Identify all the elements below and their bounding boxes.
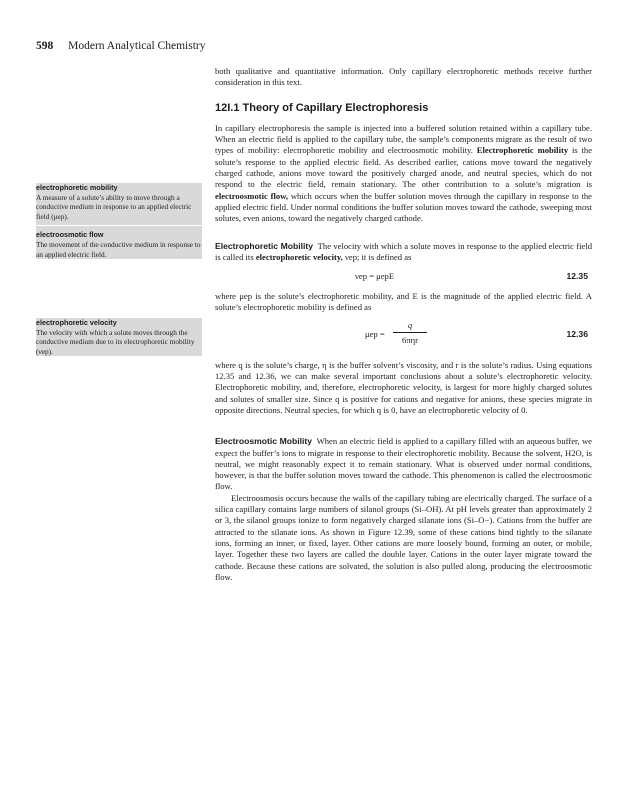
text-run: In capillary electrophoresis the sample is injected into a buffered solution retained within a capillary tube. When an electric field is applied to the capillary tube, the sample’s components migrate as the result of two types of mobility: electrophoretic mobility and electroosmotic mobility. — [215, 122, 592, 156]
paragraph-after-eq2: where q is the solute’s charge, η is the buffer solvent’s viscosity, and r is the solute’s radius. Using equations 12.35 and 12.36, we can make several important conclusions about a solute’s electrophoretic velocity. Electrophoretic mobility, and, therefore, electrophoretic velocity, is largest for more highly charged solutes and solutes of smaller size. Since q is positive for cations and negative for anions, these species migrate in opposite directions. Neutral species, for which q is 0, have an electrophoretic velocity of 0. — [215, 359, 592, 415]
term-bold: Electrophoretic mobility — [476, 145, 569, 156]
paragraph-electroosmotic-mobility — [215, 436, 592, 492]
equation-12-36 — [215, 320, 592, 352]
margin-note-term: electrophoretic velocity — [36, 318, 117, 327]
subheading: Electrophoretic Mobility — [215, 240, 314, 251]
paragraph-electroosmosis: Electroosmosis occurs because the walls of the capillary tubing are electrically charged. The surface of a silica capillary contains large numbers of silanol groups (Si–OH). At pH levels greater than approximately 2 or 3, the silanol groups ionize to form negatively charged silanate ions (Si–O−). Cations from the buffer are attracted to the silanate ions. As shown in Figure 12.39, some of these cations bind tightly to the silanate ions, forming an inner, or fixed, layer. Other cations are more loosely bound, forming an outer, or mobile, layer. Together these two layers are called the double layer. Cations in the outer layer migrate toward the cathode. Because these cations are solvated, the solution is also pulled along, producing the electroosmotic flow. — [215, 492, 592, 582]
margin-note-2 — [36, 318, 202, 356]
margin-note-definition: A measure of a solute’s ability to move through a conductive medium in response to an applied electric field (μep). — [36, 192, 192, 221]
equation-fraction — [393, 320, 427, 347]
page-number: 598 — [36, 40, 54, 52]
equation-number: 12.36 — [566, 328, 588, 339]
equation-expression: νep = μepE — [355, 271, 395, 282]
paragraph-electrophoretic-mobility — [215, 241, 592, 264]
running-title: Modern Analytical Chemistry — [68, 40, 206, 52]
equation-number: 12.35 — [566, 271, 588, 282]
margin-note-definition: The movement of the conductive medium in response to an applied electric field. — [36, 239, 201, 259]
margin-note-1 — [36, 183, 202, 259]
text-run: which occurs when the buffer solution moves through the capillary in response to the applied electric field. Under normal conditions the buffer solution moves toward the cathode, sweeping most solutes, even anions, toward the negatively charged cathode. — [215, 190, 592, 224]
text-run: is the solute’s response to the applied electric field. As described earlier, cations move toward the negatively charged cathode, anions move toward the positively charged anode, and neutral species, which do not respond to the electric field, remain stationary. The other contribution to a solute’s migration is — [215, 145, 593, 190]
intro-paragraph: both qualitative and quantitative information. Only capillary electrophoretic methods receive further consideration in this text. — [215, 66, 592, 88]
equation-12-35 — [215, 271, 592, 285]
text-run: The velocity with which a solute moves in response to the applied electric field is called its — [215, 240, 593, 262]
subheading: Electroosmotic Mobility — [215, 436, 313, 447]
note-divider — [36, 225, 202, 226]
text-run: νep; it is defined as — [342, 251, 412, 262]
fraction-numerator: q — [393, 320, 427, 333]
equation-lhs: μep = — [365, 328, 385, 339]
main-column — [215, 66, 592, 583]
section-name: Theory of Capillary Electrophoresis — [242, 101, 429, 114]
section-title — [215, 103, 592, 114]
margin-note-definition: The velocity with which a solute moves through the conductive medium due to its electrophoretic mobility (νep). — [36, 327, 195, 356]
margin-note-term: electrophoretic mobility — [36, 183, 118, 192]
section-number: 12I.1 — [215, 101, 240, 114]
term-bold: electrophoretic velocity, — [255, 251, 343, 262]
term-bold: electroosmotic flow, — [215, 190, 289, 201]
running-header — [36, 40, 205, 52]
fraction-denominator: 6πηr — [402, 335, 418, 346]
margin-note-term: electroosmotic flow — [36, 230, 104, 240]
paragraph-theory — [215, 123, 592, 225]
paragraph-after-eq1: where μep is the solute’s electrophoretic mobility, and E is the magnitude of the applied electric field. A solute’s electrophoretic mobility is defined as — [215, 291, 592, 313]
text-run: When an electric field is applied to a capillary filled with an aqueous buffer, we expect the buffer’s ions to migrate in response to their electrophoretic mobility. Because the solvent, H2O, is neutral, we might reasonably expect it to remain stationary. What is observed under normal conditions, however, is that the buffer solution moves toward the cathode. This phenomenon is called the electroosmotic flow. — [215, 436, 592, 492]
